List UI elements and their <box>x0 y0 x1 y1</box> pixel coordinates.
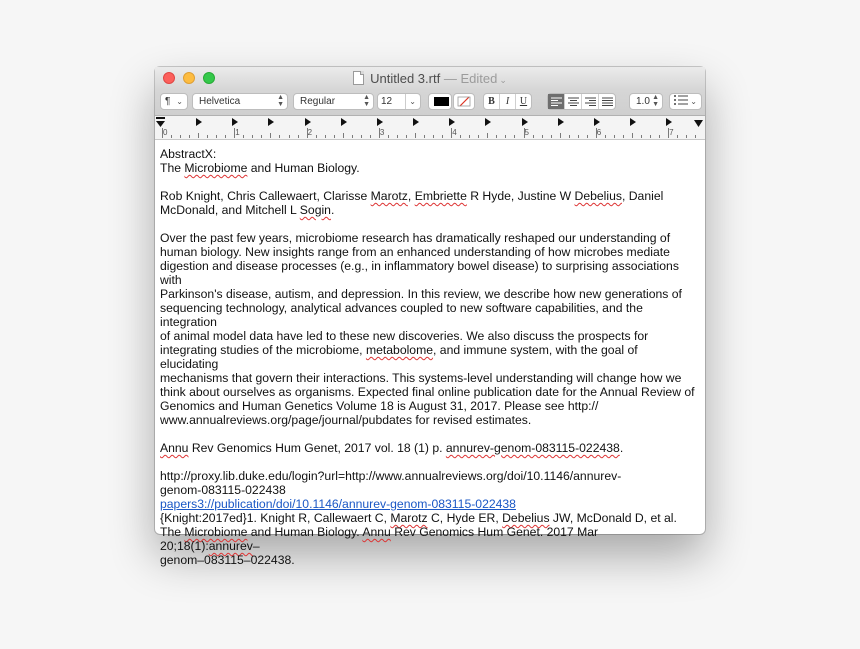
misspelled-word: annurev-genom-083115-022438 <box>445 441 620 455</box>
reference-line <box>160 525 697 553</box>
blank-line <box>160 455 697 469</box>
font-style-select[interactable] <box>293 93 374 110</box>
tab-stop-marker[interactable] <box>413 118 419 126</box>
ruler-number: 6 <box>596 128 602 137</box>
abstract-line: mechanisms that govern their interactions. This systems-level understanding will change how we <box>160 371 682 385</box>
text-run: R Hyde, Justine W <box>466 189 575 203</box>
ruler-tick <box>207 135 208 138</box>
up-down-arrows-icon: ▲ ▼ <box>652 94 659 108</box>
ruler-tick <box>641 135 642 138</box>
tab-stop-marker[interactable] <box>558 118 564 126</box>
left-indent-marker-icon[interactable] <box>156 117 166 129</box>
italic-button[interactable]: I <box>500 94 516 109</box>
title-bar[interactable] <box>155 67 705 90</box>
align-right-button[interactable] <box>582 94 599 109</box>
tab-stop-marker[interactable] <box>522 118 528 126</box>
paragraph-styles-button[interactable] <box>160 93 188 110</box>
ruler-tick <box>514 135 515 138</box>
text-run: , and immune system, with the goal of elucidating <box>160 343 638 371</box>
ruler-tick <box>695 135 696 138</box>
misspelled-word: Microbiome <box>184 161 248 175</box>
blank-line <box>160 427 697 441</box>
font-family-value: Helvetica <box>199 96 241 107</box>
up-down-arrows-icon: ▲ ▼ <box>277 94 284 108</box>
align-center-icon <box>568 97 579 106</box>
chevron-down-icon: ⌄ <box>176 97 183 106</box>
ruler-tick <box>496 135 497 138</box>
right-indent-marker-icon[interactable] <box>694 120 704 128</box>
ruler-tick <box>442 135 443 138</box>
justify-button[interactable] <box>599 94 615 109</box>
abstract-paragraph <box>160 231 697 343</box>
ruler-tick <box>352 135 353 138</box>
ruler-tick <box>397 135 398 138</box>
text-run: , <box>407 189 415 203</box>
abstract-line: Genomics and Human Genetics Volume 18 is August 31, 2017. Please see http:// <box>160 399 599 413</box>
misspelled-word: Annu <box>160 441 189 455</box>
text-run: C, Hyde ER, <box>427 511 503 525</box>
text-style-buttons <box>483 93 532 110</box>
ruler-tick <box>307 128 308 138</box>
text-run: integrating studies of the microbiome, <box>160 343 366 357</box>
text-run: . <box>619 441 624 455</box>
ruler-tick <box>623 135 624 138</box>
ruler-tick <box>551 135 552 138</box>
ruler-tick <box>650 135 651 138</box>
ruler-tick <box>469 135 470 138</box>
chevron-down-icon: ⌄ <box>690 97 697 106</box>
ruler-tick <box>270 133 271 138</box>
document-icon[interactable] <box>353 71 364 85</box>
tab-stop-marker[interactable] <box>449 118 455 126</box>
ruler-tick <box>180 135 181 138</box>
tab-stop-marker[interactable] <box>594 118 600 126</box>
misspelled-word: annurev <box>208 539 253 553</box>
tab-stop-marker[interactable] <box>305 118 311 126</box>
list-bullets-icon <box>673 94 689 106</box>
ruler-tick <box>298 135 299 138</box>
align-center-button[interactable] <box>565 94 582 109</box>
text-run: and Human Biology. <box>247 161 360 175</box>
ruler-tick <box>225 135 226 138</box>
ruler-tick <box>659 135 660 138</box>
ruler-tick <box>587 135 588 138</box>
no-color-icon <box>454 94 474 109</box>
ruler-tick <box>505 135 506 138</box>
ruler-tick <box>632 133 633 138</box>
ruler-tick <box>451 128 452 138</box>
abstract-line: Parkinson's disease, autism, and depression. In this review, we describe how new generations of <box>160 287 682 301</box>
reference-line: genom–083115–022438. <box>160 553 295 567</box>
ruler-tick <box>261 135 262 138</box>
ruler-tick <box>415 133 416 138</box>
ruler-tick <box>560 133 561 138</box>
ruler-tick <box>334 135 335 138</box>
tab-stop-marker[interactable] <box>377 118 383 126</box>
list-bullets-button[interactable] <box>669 93 702 110</box>
ruler-tick <box>524 128 525 138</box>
citation-line <box>160 441 697 455</box>
text-run: Rev Genomics Hum Genet. 2017 Mar 20;18(1): <box>160 525 599 553</box>
ruler-tick <box>478 135 479 138</box>
ruler-tick <box>162 128 163 138</box>
chevron-down-icon[interactable]: ⌄ <box>499 75 507 85</box>
textedit-window <box>155 67 705 567</box>
paragraph-icon: ¶ <box>165 96 171 107</box>
ruler-tick <box>171 135 172 138</box>
background-color-well[interactable] <box>453 93 475 110</box>
ruler-tick <box>533 135 534 138</box>
ruler-tick <box>316 135 317 138</box>
papers-link[interactable]: papers3://publication/doi/10.1146/annurev-genom-083115-022438 <box>160 497 516 511</box>
abstract-line: Over the past few years, microbiome research has dramatically reshaped our understanding of <box>160 231 671 245</box>
tab-stop-marker[interactable] <box>268 118 274 126</box>
abstract-line: digestion and disease processes (e.g., in inflammatory bowel disease) to surprising associations with <box>160 259 679 287</box>
misspelled-word: metabolome <box>365 343 434 357</box>
misspelled-word: Marotz <box>390 511 428 525</box>
ruler-tick <box>370 135 371 138</box>
abstract-line: sequencing technology, analytical advances coupled to new software capabilities, and the integration <box>160 301 643 329</box>
document-line: AbstractX: <box>160 147 217 161</box>
ruler-tick <box>379 128 380 138</box>
ruler-number: 2 <box>307 128 313 137</box>
font-size-value: 12 <box>381 96 393 107</box>
misspelled-word: Annu <box>362 525 391 539</box>
align-right-icon <box>585 97 596 106</box>
window-title-text: Untitled 3.rtf <box>370 71 441 86</box>
ruler-tick <box>234 128 235 138</box>
ruler-number: 3 <box>379 128 385 137</box>
ruler-tick <box>614 135 615 138</box>
text-run: and Human Biology. <box>247 525 363 539</box>
text-run: Rob Knight, Chris Callewaert, Clarisse <box>160 189 371 203</box>
text-run: , Daniel <box>621 189 664 203</box>
tab-stop-marker[interactable] <box>485 118 491 126</box>
line-spacing-select[interactable] <box>629 93 663 110</box>
window-title[interactable] <box>155 71 705 86</box>
ruler-number: 4 <box>452 128 457 137</box>
misspelled-word: Marotz <box>370 189 408 203</box>
underline-button[interactable]: U <box>519 96 528 107</box>
tab-stop-marker[interactable] <box>196 118 202 126</box>
bold-button[interactable]: B <box>484 94 500 109</box>
font-size-combo[interactable] <box>377 93 421 110</box>
ruler-tick <box>279 135 280 138</box>
ruler-number: 5 <box>524 128 529 137</box>
text-run: JW, McDonald D, et al. <box>549 511 677 525</box>
abstract-line <box>160 343 697 371</box>
ruler[interactable] <box>155 116 705 140</box>
ruler-tick <box>361 135 362 138</box>
misspelled-word: Debelius <box>574 189 622 203</box>
title-separator: — <box>443 71 457 86</box>
ruler-tick <box>252 135 253 138</box>
ruler-tick <box>668 128 669 138</box>
misspelled-word: Debelius <box>502 511 550 525</box>
alignment-buttons <box>547 93 616 110</box>
abstract-line: www.annualreviews.org/page/journal/pubdates for revised estimates. <box>160 413 532 427</box>
line-spacing-value: 1.0 <box>636 96 650 107</box>
format-toolbar <box>155 90 705 116</box>
blank-line <box>160 217 697 231</box>
authors-line-2 <box>160 203 697 217</box>
abstract-line: think about ourselves as organisms. Expected final online publication date for the Annual Review of <box>160 385 695 399</box>
misspelled-word: Embriette <box>414 189 467 203</box>
ruler-tick <box>596 128 597 138</box>
abstract-line: human biology. New insights range from an enhanced understanding of how microbes mediate <box>160 245 670 259</box>
align-left-button[interactable] <box>548 94 565 109</box>
misspelled-word: Microbiome <box>184 525 248 539</box>
tab-stop-marker[interactable] <box>341 118 347 126</box>
edited-status: Edited <box>460 71 498 86</box>
ruler-tick <box>578 135 579 138</box>
abstract-paragraph-end <box>160 371 697 427</box>
align-left-icon <box>551 97 562 106</box>
text-run: . <box>330 203 335 217</box>
ruler-tick <box>189 135 190 138</box>
text-run: McDonald, and Mitchell L <box>160 203 300 217</box>
ruler-number: 0 <box>163 128 168 137</box>
url-line: http://proxy.lib.duke.edu/login?url=http://www.annualreviews.org/doi/10.1146/annurev- <box>160 469 622 483</box>
tab-stop-marker[interactable] <box>630 118 636 126</box>
tab-stop-marker[interactable] <box>666 118 672 126</box>
ruler-tick <box>677 135 678 138</box>
font-style-value: Regular <box>300 96 336 107</box>
ruler-tick <box>487 133 488 138</box>
text-color-well[interactable] <box>428 93 452 110</box>
ruler-tick <box>216 135 217 138</box>
blank-line <box>160 175 697 189</box>
chevron-down-icon: ⌄ <box>405 94 416 109</box>
ruler-number: 7 <box>669 128 674 137</box>
ruler-tick <box>243 135 244 138</box>
misspelled-word: Sogin <box>299 203 331 217</box>
text-run: {Knight:2017ed}1. Knight R, Callewaert C, <box>160 511 391 525</box>
ruler-tick <box>424 135 425 138</box>
text-color-swatch <box>434 97 449 106</box>
document-text-area[interactable] <box>160 147 697 567</box>
ruler-tick <box>569 135 570 138</box>
ruler-tick <box>289 135 290 138</box>
ruler-tick <box>686 135 687 138</box>
justify-icon <box>602 97 613 106</box>
reference-line <box>160 511 697 525</box>
ruler-tick <box>343 133 344 138</box>
ruler-tick <box>198 133 199 138</box>
ruler-tick <box>325 135 326 138</box>
up-down-arrows-icon: ▲ ▼ <box>363 94 370 108</box>
text-run: The <box>160 525 185 539</box>
ruler-tick <box>460 135 461 138</box>
ruler-number: 1 <box>235 128 240 137</box>
ruler-tick <box>433 135 434 138</box>
text-run: The <box>160 161 185 175</box>
ruler-tick <box>406 135 407 138</box>
url-line: genom-083115-022438 <box>160 483 286 497</box>
font-family-select[interactable] <box>192 93 288 110</box>
authors-line <box>160 189 697 203</box>
abstract-line: of animal model data have led to these new discoveries. We also discuss the prospects for <box>160 329 649 343</box>
text-run: Rev Genomics Hum Genet, 2017 vol. 18 (1) p. <box>188 441 446 455</box>
text-run: – <box>252 539 260 553</box>
ruler-tick <box>542 135 543 138</box>
ruler-tick <box>388 135 389 138</box>
ruler-tick <box>605 135 606 138</box>
document-title-line <box>160 161 697 175</box>
tab-stop-marker[interactable] <box>232 118 238 126</box>
